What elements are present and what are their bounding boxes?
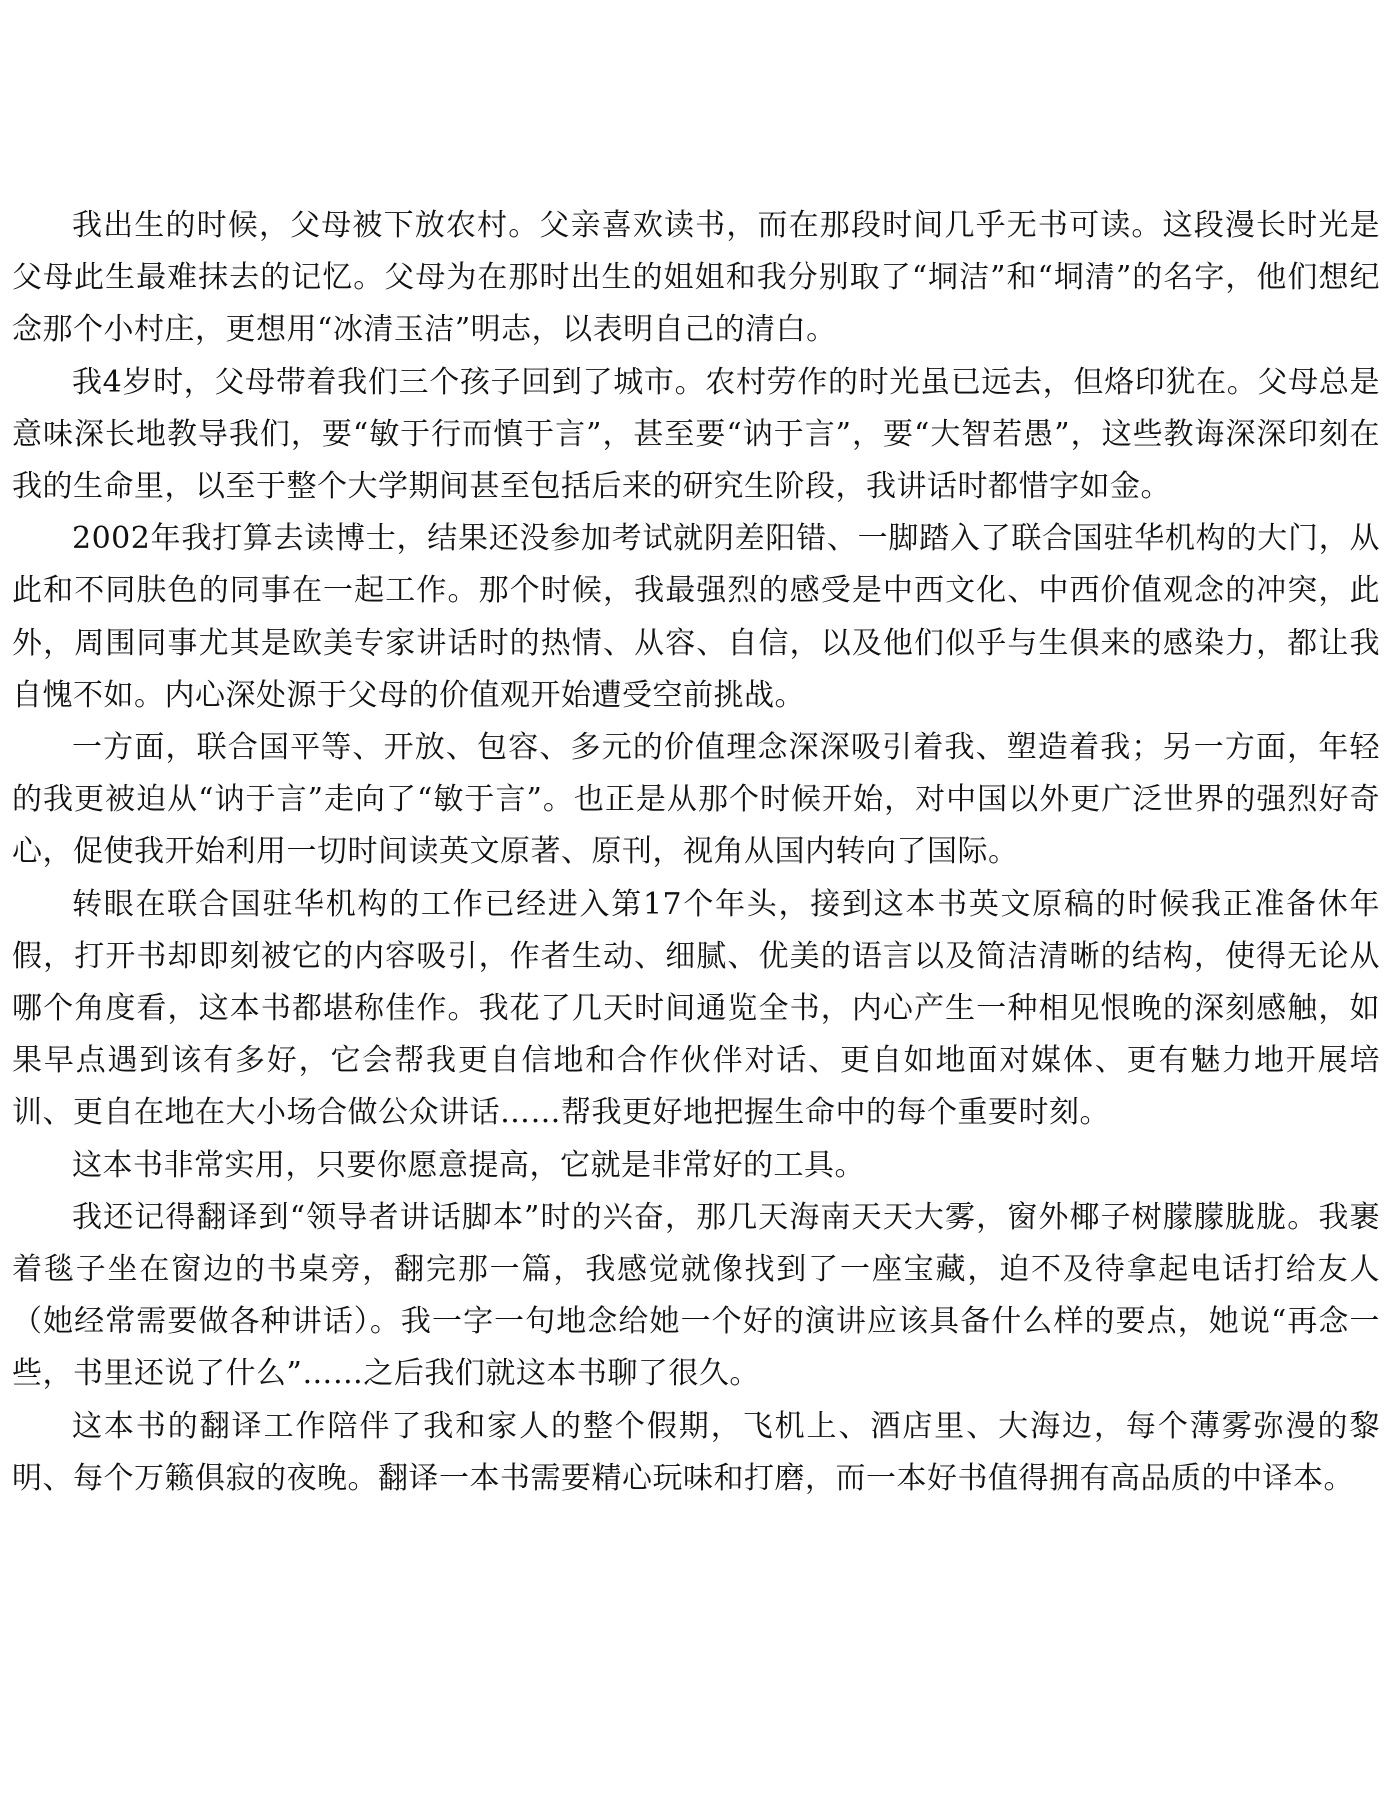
paragraph: 我还记得翻译到“领导者讲话脚本”时的兴奋，那几天海南天天大雾，窗外椰子树朦朦胧胧。我裹着毯子坐在窗边的书桌旁，翻完那一篇，我感觉就像找到了一座宝藏，迫不及待拿起电话打给友人（她经常需要做各种讲话）。我一字一句地念给她一个好的演讲应该具备什么样的要点，她说“再念一些，书里还说了什么”……之后我们就这本书聊了很久。	[12, 1199, 1380, 1392]
paragraph: 我4岁时，父母带着我们三个孩子回到了城市。农村劳作的时光虽已远去，但烙印犹在。父母总是意味深长地教导我们，要“敏于行而慎于言”，甚至要“讷于言”，要“大智若愚”，这些教诲深深印刻在我的生命里，以至于整个大学期间甚至包括后来的研究生阶段，我讲话时都惜字如金。	[12, 364, 1380, 505]
paragraph: 一方面，联合国平等、开放、包容、多元的价值理念深深吸引着我、塑造着我；另一方面，年轻的我更被迫从“讷于言”走向了“敏于言”。也正是从那个时候开始，对中国以外更广泛世界的强烈好奇心，促使我开始利用一切时间读英文原著、原刊，视角从国内转向了国际。	[12, 730, 1380, 870]
paragraph: 2002年我打算去读博士，结果还没参加考试就阴差阳错、一脚踏入了联合国驻华机构的大门，从此和不同肤色的同事在一起工作。那个时候，我最强烈的感受是中西文化、中西价值观念的冲突，此外，周围同事尤其是欧美专家讲话时的热情、从容、自信，以及他们似乎与生俱来的感染力，都让我自愧不如。内心深处源于父母的价值观开始遭受空前挑战。	[12, 521, 1380, 713]
paragraph: 这本书的翻译工作陪伴了我和家人的整个假期，飞机上、酒店里、大海边，每个薄雾弥漫的黎明、每个万籁俱寂的夜晚。翻译一本书需要精心玩味和打磨，而一本好书值得拥有高品质的中译本。	[12, 1408, 1380, 1496]
document-body	[12, 200, 1380, 1505]
paragraph: 我出生的时候，父母被下放农村。父亲喜欢读书，而在那段时间几乎无书可读。这段漫长时光是父母此生最难抹去的记忆。父母为在那时出生的姐姐和我分别取了“垌洁”和“垌清”的名字，他们想纪念那个小村庄，更想用“冰清玉洁”明志，以表明自己的清白。	[12, 208, 1380, 348]
paragraph: 这本书非常实用，只要你愿意提高，它就是非常好的工具。	[72, 1147, 865, 1183]
paragraph: 转眼在联合国驻华机构的工作已经进入第17个年头，接到这本书英文原稿的时候我正准备休年假，打开书却即刻被它的内容吸引，作者生动、细腻、优美的语言以及简洁清晰的结构，使得无论从哪个角度看，这本书都堪称佳作。我花了几天时间通览全书，内心产生一种相见恨晚的深刻感触，如果早点遇到该有多好，它会帮我更自信地和合作伙伴对话、更自如地面对媒体、更有魅力地开展培训、更自在地在大小场合做公众讲话……帮我更好地把握生命中的每个重要时刻。	[12, 886, 1380, 1131]
